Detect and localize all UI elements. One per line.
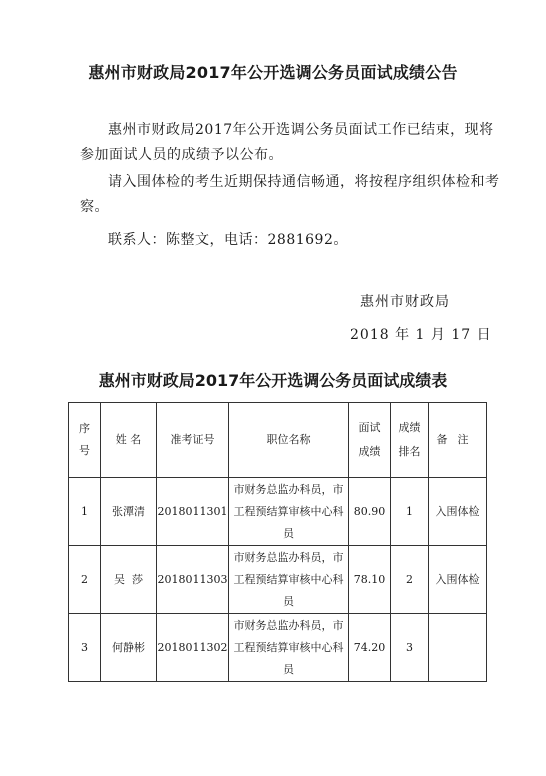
cell-score: 74.20 xyxy=(349,614,391,682)
cell-remark: 入围体检 xyxy=(429,546,487,614)
cell-score: 78.10 xyxy=(349,546,391,614)
cell-remark xyxy=(429,614,487,682)
cell-exam-no: 2018011302 xyxy=(157,614,229,682)
table-title: 惠州市财政局2017年公开选调公务员面试成绩表 xyxy=(98,371,448,390)
notice-title: 惠州市财政局2017年公开选调公务员面试成绩公告 xyxy=(88,63,458,82)
header-rank: 成绩排名 xyxy=(391,403,429,478)
header-score: 面试成绩 xyxy=(349,403,391,478)
table-header-row xyxy=(69,403,487,478)
issue-date: 2018 年 1 月 17 日 xyxy=(350,327,492,343)
header-seq: 序号 xyxy=(69,403,101,478)
cell-name: 张潭清 xyxy=(101,478,157,546)
score-table xyxy=(68,402,487,682)
cell-rank: 3 xyxy=(391,614,429,682)
table-row xyxy=(69,614,487,682)
table-row xyxy=(69,478,487,546)
notice-paragraph-1: 惠州市财政局2017年公开选调公务员面试工作已结束，现将参加面试人员的成绩予以公布。 xyxy=(80,122,494,163)
cell-exam-no: 2018011301 xyxy=(157,478,229,546)
cell-remark: 入围体检 xyxy=(429,478,487,546)
cell-position: 市财务总监办科员，市工程预结算审核中心科员 xyxy=(229,546,349,614)
header-exam-no: 准考证号 xyxy=(157,403,229,478)
notice-paragraph-2: 请入围体检的考生近期保持通信畅通，将按程序组织体检和考察。 xyxy=(80,174,500,215)
cell-rank: 2 xyxy=(391,546,429,614)
cell-name: 何静彬 xyxy=(101,614,157,682)
header-remark: 备注 xyxy=(429,403,487,478)
contact-line: 联系人：陈整文，电话：2881692。 xyxy=(108,232,348,248)
cell-score: 80.90 xyxy=(349,478,391,546)
header-position: 职位名称 xyxy=(229,403,349,478)
cell-exam-no: 2018011303 xyxy=(157,546,229,614)
cell-position: 市财务总监办科员，市工程预结算审核中心科员 xyxy=(229,614,349,682)
table-row xyxy=(69,546,487,614)
cell-seq: 3 xyxy=(69,614,101,682)
cell-rank: 1 xyxy=(391,478,429,546)
cell-position: 市财务总监办科员，市工程预结算审核中心科员 xyxy=(229,478,349,546)
cell-seq: 1 xyxy=(69,478,101,546)
issuer-name: 惠州市财政局 xyxy=(360,294,450,310)
cell-seq: 2 xyxy=(69,546,101,614)
cell-name: 吴 莎 xyxy=(101,546,157,614)
header-name: 姓 名 xyxy=(101,403,157,478)
